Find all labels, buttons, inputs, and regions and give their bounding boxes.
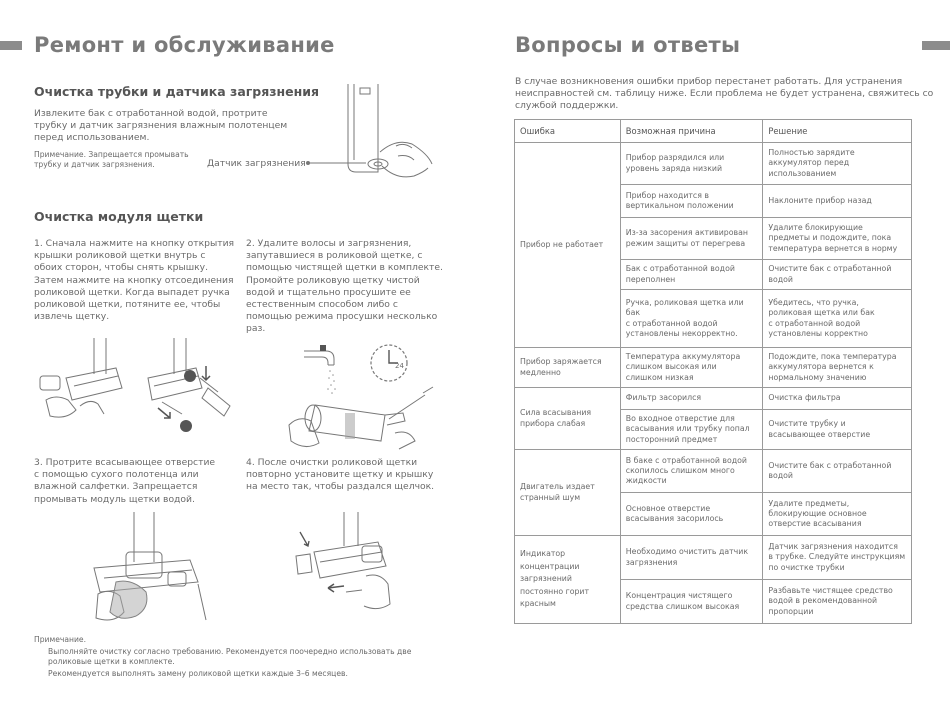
cause-cell: Из-за засорения активирован режим защиты от перегрева <box>620 218 763 260</box>
faq-intro: В случае возникновения ошибки прибор перестанет работать. Для устранения неисправностей см. таблицу ниже. Если проблема не будет устранена, свяжитесь со службой поддержки. <box>515 76 934 112</box>
brush-step-3: 3. Протрите всасывающее отверстие с помощью сухого полотенца или влажной салфетки. Запрещается промывать модуль щетки водой. <box>34 457 216 505</box>
section-title-brush-module: Очистка модуля щетки <box>34 209 204 224</box>
table-header-cause: Возможная причина <box>620 120 763 143</box>
error-cell: Прибор не работает <box>515 143 621 348</box>
brush-install-illustration <box>292 512 412 622</box>
cause-cell: Прибор находится в вертикальном положении <box>620 185 763 218</box>
table-header-error: Ошибка <box>515 120 621 143</box>
table-row <box>515 388 912 410</box>
cause-cell: Температура аккумулятора слишком высокая или слишком низкая <box>620 348 763 388</box>
clock-hours-label: 24 <box>395 362 404 370</box>
solution-cell: Удалите блокирующие предметы и подождите, пока температура вернется в норму <box>763 218 912 260</box>
cause-cell: Фильтр засорился <box>620 388 763 410</box>
solution-cell: Датчик загрязнения находится в трубке. Следуйте инструкциям по очистке трубки <box>763 536 912 580</box>
suction-opening-wipe-illustration <box>80 512 210 624</box>
solution-cell: Очистите бак с отработанной водой <box>763 450 912 493</box>
troubleshooting-table <box>514 119 912 624</box>
table-header-row <box>515 120 912 143</box>
dirt-sensor-callout: Датчик загрязнения <box>207 158 306 169</box>
notes-line-2: Рекомендуется выполнять замену роликовой щетки каждые 3–6 месяцев. <box>48 669 348 678</box>
solution-cell: Очистите трубку и всасывающее отверстие <box>763 410 912 450</box>
tube-cleaning-text: Извлеките бак с отработанной водой, протрите трубку и датчик загрязнения влажным полотенцем перед использованием. <box>34 108 288 144</box>
cause-cell: Ручка, роликовая щетка или бак с отработанной водой установлены некорректно. <box>620 290 763 348</box>
table-row <box>515 536 912 580</box>
tube-cleaning-illustration <box>300 84 450 184</box>
error-cell: Индикатор концентрации загрязнений постоянно горит красным <box>515 536 621 624</box>
table-row <box>515 348 912 388</box>
brush-removal-illustration-a <box>36 338 136 438</box>
notes-title: Примечание. <box>34 635 86 644</box>
table-header-solution: Решение <box>763 120 912 143</box>
brush-washing-illustration <box>285 385 435 455</box>
table-row <box>515 450 912 493</box>
right-page-title: Вопросы и ответы <box>515 33 741 57</box>
right-header-bar <box>922 41 950 50</box>
brush-step-1: 1. Сначала нажмите на кнопку открытия крышки роликовой щетки внутрь с обоих сторон, чтобы снять крышку. Затем нажмите на кнопку отсоединения роликовой щетки. Когда выпадет ручка роликовой щетки, потяните ее, чтобы извлечь щетку. <box>34 238 235 323</box>
cause-cell: В баке с отработанной водой скопилось слишком много жидкости <box>620 450 763 493</box>
notes-line-1: Выполняйте очистку согласно требованию. Рекомендуется поочередно использовать две роликовые щетки в комплекте. <box>48 647 412 666</box>
solution-cell: Очистка фильтра <box>763 388 912 410</box>
clock-icon <box>368 342 410 384</box>
error-cell: Сила всасывания прибора слабая <box>515 388 621 450</box>
cause-cell: Основное отверстие всасывания засорилось <box>620 493 763 536</box>
error-cell: Двигатель издает странный шум <box>515 450 621 536</box>
solution-cell: Наклоните прибор назад <box>763 185 912 218</box>
brush-removal-illustration-b <box>140 338 240 438</box>
section-title-tube-cleaning: Очистка трубки и датчика загрязнения <box>34 84 320 99</box>
cause-cell: Прибор разрядился или уровень заряда низкий <box>620 143 763 185</box>
solution-cell: Очистите бак с отработанной водой <box>763 260 912 290</box>
cause-cell: Бак с отработанной водой переполнен <box>620 260 763 290</box>
solution-cell: Полностью зарядите аккумулятор перед использованием <box>763 143 912 185</box>
tube-cleaning-note: Примечание. Запрещается промывать трубку и датчик загрязнения. <box>34 150 189 169</box>
brush-step-2: 2. Удалите волосы и загрязнения, запутавшиеся в роликовой щетке, с помощью чистящей щетки в комплекте. Промойте роликовую щетку чистой водой и тщательно просушите ее естественным способом либо с помощью режима просушки несколько раз. <box>246 238 443 335</box>
error-cell: Прибор заряжается медленно <box>515 348 621 388</box>
left-header-bar <box>0 41 22 50</box>
cause-cell: Во входное отверстие для всасывания или трубку попал посторонний предмет <box>620 410 763 450</box>
left-page-title: Ремонт и обслуживание <box>34 33 335 57</box>
brush-step-4: 4. После очистки роликовой щетки повторно установите щетку и крышку на место так, чтобы раздался щелчок. <box>246 457 435 493</box>
solution-cell: Подождите, пока температура аккумулятора вернется к нормальному значению <box>763 348 912 388</box>
cause-cell: Концентрация чистящего средства слишком высокая <box>620 580 763 624</box>
cause-cell: Необходимо очистить датчик загрязнения <box>620 536 763 580</box>
table-row <box>515 143 912 185</box>
solution-cell: Разбавьте чистящее средство водой в рекомендованной пропорции <box>763 580 912 624</box>
solution-cell: Удалите предметы, блокирующие основное отверстие всасывания <box>763 493 912 536</box>
solution-cell: Убедитесь, что ручка, роликовая щетка или бак с отработанной водой установлены корректно <box>763 290 912 348</box>
